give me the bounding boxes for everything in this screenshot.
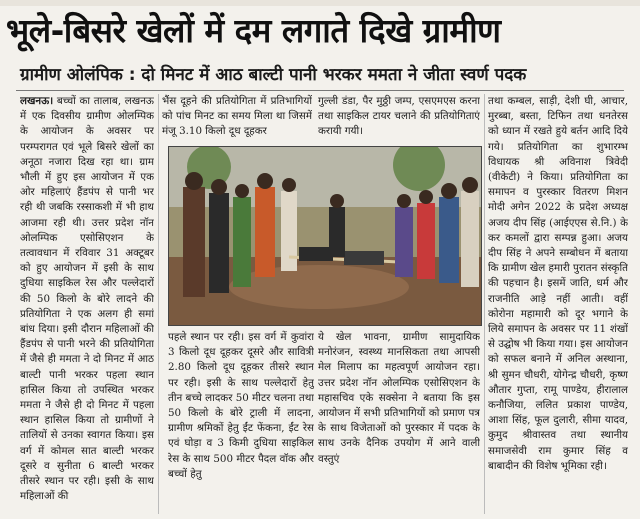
tug-of-war-photo-icon	[169, 147, 481, 325]
subheadline: ग्रामीण ओलंपिक : दो मिनट में आठ बाल्टी पानी भरकर ममता ने जीता स्वर्ण पदक	[20, 65, 527, 85]
column-4: तथा कम्बल, साड़ी, देशी घी, आचार, मुरब्बा, बस्ता, टिफिन तथा धनतेरस को ध्यान में रखते हुये बर्तन आदि दिये गये। प्रतियोगिता का शुभारम्भ विधायक श्री अविनाश त्रिवेदी (वीकेटी) ने किया। प्रतियोगिता का समापन व पुरस्कार वितरण मिशन मोदी अगेन 2022 के प्रदेश अध्यक्ष अजय दीप सिंह (आईएएस से.नि.) के कर कमलों द्वारा सम्पन्न हुआ। अजय दीप सिंह ने अपने सम्बोधन में बताया कि ग्रामीण खेल हमारी पुरातन संस्कृति की पहचान है। इसमें जाति, धर्म और राजनीति आड़े नहीं आती। वहीं कोरोना महामारी को दूर भगाने के लिये समापन के अवसर पर 11 शंखों से उद्घोष भी किया गया। इस आयोजन को सफल बनाने में अनिल अस्थाना, श्री सुमन चौधरी, योगेन्द्र चौधरी, कृष्ण औतार गुप्ता, रामू पाण्डेय, हीरालाल कनौजिया, ललित प्रकाश पाण्डेय, आशा सिंह, फूल दुलारी, सीमा यादव, कुमुद श्रीवास्तव तथा स्थानीय समाजसेवी राम कुमार सिंह व बाबादीन की विशेष भूमिका रही।	[488, 95, 628, 472]
column-3-bottom: ये खेल भावना, ग्रामीण सामुदायिक मनोरंजन, स्वस्थ्य मानसिकता तथा आपसी मेल मिलाप का महत्वपूर्ण आयोजन रहा। उत्तर प्रदेश नॉन ओलम्पिक एसोसिएशन के महासचिव एके सक्सेना ने बताया कि इस आयोजन में सभी प्रतिभागियों को प्रमाण पत्र के साथ विजेताओं को पुरस्कार में पदक के साथ उनके दैनिक उपयोग में आने वाली वस्तुएं	[318, 331, 480, 465]
column-1	[20, 94, 154, 514]
column-2-bottom: पहले स्थान पर रही। इस वर्ग में कुवांरा 3 किलो दूध दूहकर दूसरे और सावित्री 2.80 किलो दूध दूहकर तीसरे स्थान पर रही। इसी के साथ पल्लेदारों हेतु तीन बच्चे लादकर 50 मीटर चलना तथा 50 किलो के बोरे ट्राली में लादना, ग्रामीण श्रमिकों हेतु ईंट फेंकना, ईंट रेस एवं घोड़ा व 3 किमी दुधिया साइकिल रेस के साथ 500 मीटर पैदल वॉक और बच्चों हेतु	[168, 331, 314, 480]
headline: भूले-बिसरे खेलों में दम लगाते दिखे ग्रामीण	[6, 11, 501, 50]
dateline: लखनऊ।	[20, 95, 54, 107]
column-1-text: बच्चों का तालाब, लखनऊ में एक दिवसीय ग्रामीण ओलम्पिक के आयोजन के अवसर पर परम्परागत एवं भूले बिसरे खेलों का अनूठा नजारा दिख रहा था। ग्राम भौली में हुए इस आयोजन में एक ओर महिलाएं हैंडपंप से पानी भर रही थी जबकि रस्साकशी में भी हाथ आजमा रही थी। उत्तर प्रदेश नॉन ओलम्पिक एसोसिएशन के तत्वावधान में रविवार 31 अक्टूबर को हुए आयोजन में इसी के साथ दुधिया साइकिल रेस और पल्लेदारों की 50 किलो के बोरे लादने की प्रतियोगिता ने एक अलग ही समां बांध दिया। इसी दौरान महिलाओं की हैंडपंप से पानी भरने की प्रतियोगिता में जैसे ही ममता ने दो मिनट में आठ बाल्टी पानी भरकर पहला स्थान हासिल किया तो उपस्थित भरकर ममता ने जैसे ही दो मिनट में पहला स्थान हासिल किया तो ग्रामीणों ने तालियों से उनका स्वागत किया। इस वर्ग में कोमल सात बाल्टी भरकर दूसरे व सुनीता 6 बाल्टी भरकर तीसरे स्थान पर रही। इसी के साथ महिलाओं की	[20, 95, 154, 503]
column-3-top: गुल्ली डंडा, पैर मुठ्ठी जम्प, एसएमएस करना तथा साइकिल टायर चलाने की प्रतियोगिताएं करायी गयी।	[318, 95, 480, 138]
divider	[16, 90, 624, 91]
column-rule	[484, 94, 485, 514]
column-rule	[158, 94, 159, 514]
column-2-top: भैंस दूहने की प्रतियोगिता में प्रतिभागियों को पांच मिनट का समय मिला था जिसमें मंजू 3.10 किलो दूध दूहकर	[162, 95, 312, 138]
event-photo	[168, 146, 482, 326]
